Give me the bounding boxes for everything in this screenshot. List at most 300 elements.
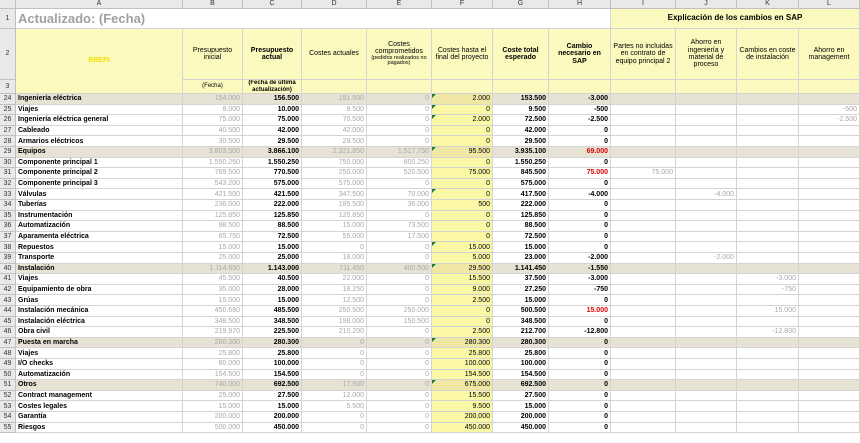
cell-l[interactable] <box>799 306 860 317</box>
cell-l[interactable] <box>799 348 860 359</box>
cell-i[interactable] <box>611 232 676 243</box>
cell-d[interactable]: 750.000 <box>302 158 367 169</box>
cell-j[interactable] <box>676 179 737 190</box>
row-header[interactable]: 54 <box>0 412 16 423</box>
cell-j[interactable] <box>676 285 737 296</box>
cell-g[interactable]: 348.500 <box>493 317 549 328</box>
cell-k[interactable]: -3.000 <box>737 274 799 285</box>
cell-c[interactable]: 10.000 <box>243 105 302 116</box>
sheet-title[interactable]: Actualizado: (Fecha) <box>16 9 611 29</box>
cell-k[interactable] <box>737 189 799 200</box>
row-header[interactable]: 53 <box>0 401 16 412</box>
cell-i[interactable] <box>611 338 676 349</box>
row-header[interactable]: 32 <box>0 179 16 190</box>
row-label[interactable]: Instalación mecánica <box>16 306 183 317</box>
cell-f[interactable]: 500 <box>432 200 493 211</box>
cell-g[interactable]: 212.700 <box>493 327 549 338</box>
row-header[interactable]: 31 <box>0 168 16 179</box>
cell-h[interactable]: 75.000 <box>549 168 611 179</box>
row-header[interactable]: 38 <box>0 242 16 253</box>
cell-b[interactable]: 25.000 <box>183 253 243 264</box>
cell-g[interactable]: 25.800 <box>493 348 549 359</box>
cell-c[interactable]: 29.500 <box>243 136 302 147</box>
cell-e[interactable]: 0 <box>367 115 432 126</box>
cell-b[interactable]: 35.000 <box>183 285 243 296</box>
cell-c[interactable]: 125.850 <box>243 211 302 222</box>
cell-k[interactable] <box>737 94 799 105</box>
row-header[interactable]: 25 <box>0 105 16 116</box>
cell-k[interactable] <box>737 221 799 232</box>
cell-l[interactable] <box>799 401 860 412</box>
cell-l[interactable] <box>799 179 860 190</box>
cell-g[interactable]: 27.500 <box>493 391 549 402</box>
cell-c[interactable]: 154.500 <box>243 370 302 381</box>
cell-l[interactable] <box>799 295 860 306</box>
cell-j[interactable]: -4.000 <box>676 189 737 200</box>
row-label[interactable]: Instalación <box>16 264 183 275</box>
cell-l[interactable] <box>799 253 860 264</box>
cell-h[interactable]: 0 <box>549 380 611 391</box>
cell-d[interactable]: 0 <box>302 412 367 423</box>
cell-e[interactable]: 400.500 <box>367 264 432 275</box>
row-header[interactable]: 34 <box>0 200 16 211</box>
cell-d[interactable]: 18.250 <box>302 285 367 296</box>
row-header[interactable]: 1 <box>0 9 16 29</box>
row-label[interactable]: Viajes <box>16 274 183 285</box>
cell-j[interactable] <box>676 274 737 285</box>
cell-c[interactable]: 1.143.000 <box>243 264 302 275</box>
cell-h[interactable]: -750 <box>549 285 611 296</box>
cell-c[interactable]: 75.000 <box>243 115 302 126</box>
column-header-b[interactable]: B <box>183 0 243 9</box>
cell-l[interactable] <box>799 211 860 222</box>
cell-j[interactable] <box>676 370 737 381</box>
cell-f[interactable]: 0 <box>432 189 493 200</box>
row-header[interactable]: 43 <box>0 295 16 306</box>
cell-g[interactable]: 88.500 <box>493 221 549 232</box>
cell-k[interactable] <box>737 401 799 412</box>
row-header[interactable]: 37 <box>0 232 16 243</box>
row-label[interactable]: Cableado <box>16 126 183 137</box>
cell-h[interactable]: 0 <box>549 401 611 412</box>
cell-b[interactable]: 769.500 <box>183 168 243 179</box>
cell-e[interactable]: 0 <box>367 338 432 349</box>
cell-i[interactable] <box>611 295 676 306</box>
cell-f[interactable]: 2.000 <box>432 94 493 105</box>
cell-j[interactable] <box>676 295 737 306</box>
cell-b[interactable]: 219.970 <box>183 327 243 338</box>
cell-j[interactable]: -2.000 <box>676 253 737 264</box>
cell-f[interactable]: 100.000 <box>432 359 493 370</box>
cell-h[interactable]: 0 <box>549 412 611 423</box>
cell-h[interactable]: 0 <box>549 295 611 306</box>
row-label[interactable]: Equipamiento de obra <box>16 285 183 296</box>
cell-h[interactable]: -4.000 <box>549 189 611 200</box>
cell-g[interactable]: 29.500 <box>493 136 549 147</box>
cell-i[interactable] <box>611 189 676 200</box>
cell-h[interactable]: -2.000 <box>549 253 611 264</box>
cell-b[interactable]: 15.000 <box>183 401 243 412</box>
cell-k[interactable] <box>737 147 799 158</box>
cell-b[interactable]: 3.803.500 <box>183 147 243 158</box>
cell-g[interactable]: 9.500 <box>493 105 549 116</box>
row-label[interactable]: Tuberías <box>16 200 183 211</box>
cell-e[interactable]: 70.000 <box>367 189 432 200</box>
row-header[interactable]: 46 <box>0 327 16 338</box>
cell-i[interactable] <box>611 370 676 381</box>
column-header-j[interactable]: J <box>676 0 737 9</box>
cell-d[interactable]: 0 <box>302 242 367 253</box>
cell-i[interactable] <box>611 412 676 423</box>
cell-d[interactable]: 711.450 <box>302 264 367 275</box>
cell-h[interactable]: 0 <box>549 200 611 211</box>
cell-f[interactable]: 95.500 <box>432 147 493 158</box>
cell-h[interactable]: 69.000 <box>549 147 611 158</box>
cell-g[interactable]: 42.000 <box>493 126 549 137</box>
cell-d[interactable]: 22.000 <box>302 274 367 285</box>
cell-j[interactable] <box>676 115 737 126</box>
cell-c[interactable]: 27.500 <box>243 391 302 402</box>
cell-c[interactable]: 25.800 <box>243 348 302 359</box>
cell-c[interactable]: 88.500 <box>243 221 302 232</box>
cell-h[interactable]: -2.500 <box>549 115 611 126</box>
cell-l[interactable]: -500 <box>799 105 860 116</box>
cell-f[interactable]: 450.000 <box>432 423 493 434</box>
cell-f[interactable]: 154.500 <box>432 370 493 381</box>
cell-b[interactable]: 543.200 <box>183 179 243 190</box>
cell-j[interactable] <box>676 168 737 179</box>
cell-e[interactable]: 0 <box>367 253 432 264</box>
cell-k[interactable] <box>737 158 799 169</box>
cell-h[interactable]: 0 <box>549 370 611 381</box>
cell-f[interactable]: 0 <box>432 126 493 137</box>
row-header[interactable]: 35 <box>0 211 16 222</box>
cell-d[interactable]: 5.500 <box>302 401 367 412</box>
cell-k[interactable] <box>737 423 799 434</box>
cell-l[interactable] <box>799 338 860 349</box>
cell-j[interactable] <box>676 401 737 412</box>
row-label[interactable]: Componente principal 2 <box>16 168 183 179</box>
cell-c[interactable]: 222.000 <box>243 200 302 211</box>
cell-k[interactable] <box>737 317 799 328</box>
cell-k[interactable] <box>737 338 799 349</box>
cell-d[interactable]: 9.500 <box>302 105 367 116</box>
cell-e[interactable]: 0 <box>367 370 432 381</box>
cell-b[interactable]: 348.500 <box>183 317 243 328</box>
cell-d[interactable]: 250.000 <box>302 168 367 179</box>
cell-d[interactable]: 42.000 <box>302 126 367 137</box>
column-header-k[interactable]: K <box>737 0 799 9</box>
row-label[interactable]: I/O checks <box>16 359 183 370</box>
cell-l[interactable] <box>799 380 860 391</box>
cell-e[interactable]: 0 <box>367 423 432 434</box>
cell-j[interactable] <box>676 211 737 222</box>
cell-e[interactable]: 0 <box>367 285 432 296</box>
cell-e[interactable]: 1.517.750 <box>367 147 432 158</box>
cell-h[interactable]: -1.550 <box>549 264 611 275</box>
cell-e[interactable]: 0 <box>367 391 432 402</box>
cell-f[interactable]: 75.000 <box>432 168 493 179</box>
column-header-e[interactable]: E <box>367 0 432 9</box>
cell-k[interactable] <box>737 412 799 423</box>
cell-f[interactable]: 2.000 <box>432 115 493 126</box>
cell-e[interactable]: 0 <box>367 412 432 423</box>
cell-d[interactable]: 12.000 <box>302 391 367 402</box>
cell-c[interactable]: 72.500 <box>243 232 302 243</box>
cell-f[interactable]: 0 <box>432 306 493 317</box>
cell-k[interactable] <box>737 295 799 306</box>
cell-c[interactable]: 15.000 <box>243 295 302 306</box>
cell-j[interactable] <box>676 348 737 359</box>
cell-g[interactable]: 37.500 <box>493 274 549 285</box>
cell-b[interactable]: 75.000 <box>183 115 243 126</box>
cell-c[interactable]: 42.000 <box>243 126 302 137</box>
cell-c[interactable]: 1.550.250 <box>243 158 302 169</box>
cell-f[interactable]: 9.500 <box>432 401 493 412</box>
cell-c[interactable]: 28.000 <box>243 285 302 296</box>
cell-j[interactable] <box>676 380 737 391</box>
cell-j[interactable] <box>676 105 737 116</box>
cell-e[interactable]: 0 <box>367 380 432 391</box>
cell-k[interactable] <box>737 359 799 370</box>
cell-j[interactable] <box>676 306 737 317</box>
cell-e[interactable]: 0 <box>367 242 432 253</box>
row-label[interactable]: Costes legales <box>16 401 183 412</box>
row-label[interactable]: Automatización <box>16 221 183 232</box>
row-label[interactable]: Instrumentación <box>16 211 183 222</box>
cell-b[interactable]: 125.850 <box>183 211 243 222</box>
row-label[interactable]: Viajes <box>16 348 183 359</box>
cell-j[interactable] <box>676 423 737 434</box>
cell-c[interactable]: 225.500 <box>243 327 302 338</box>
cell-f[interactable]: 15.000 <box>432 242 493 253</box>
cell-j[interactable] <box>676 359 737 370</box>
cell-i[interactable] <box>611 401 676 412</box>
row-label[interactable]: Obra civil <box>16 327 183 338</box>
cell-g[interactable]: 845.500 <box>493 168 549 179</box>
cell-h[interactable]: 0 <box>549 391 611 402</box>
row-header[interactable]: 41 <box>0 274 16 285</box>
cell-d[interactable]: 17.500 <box>302 380 367 391</box>
row-label[interactable]: Componente principal 1 <box>16 158 183 169</box>
cell-c[interactable]: 15.000 <box>243 242 302 253</box>
row-label[interactable]: Equipos <box>16 147 183 158</box>
cell-h[interactable]: -3.000 <box>549 94 611 105</box>
cell-j[interactable] <box>676 232 737 243</box>
row-label[interactable]: Repuestos <box>16 242 183 253</box>
cell-f[interactable]: 0 <box>432 136 493 147</box>
cell-f[interactable]: 25.800 <box>432 348 493 359</box>
cell-l[interactable] <box>799 242 860 253</box>
cell-c[interactable]: 40.500 <box>243 274 302 285</box>
cell-i[interactable] <box>611 105 676 116</box>
cell-h[interactable]: 0 <box>549 338 611 349</box>
cell-b[interactable]: 25.800 <box>183 348 243 359</box>
cell-h[interactable]: 0 <box>549 136 611 147</box>
cell-k[interactable] <box>737 370 799 381</box>
cell-h[interactable]: 0 <box>549 179 611 190</box>
cell-k[interactable] <box>737 348 799 359</box>
cell-g[interactable]: 153.500 <box>493 94 549 105</box>
cell-l[interactable] <box>799 327 860 338</box>
row-header[interactable]: 33 <box>0 189 16 200</box>
cell-c[interactable]: 450.000 <box>243 423 302 434</box>
cell-i[interactable] <box>611 211 676 222</box>
row-header[interactable]: 45 <box>0 317 16 328</box>
cell-l[interactable] <box>799 391 860 402</box>
cell-i[interactable] <box>611 306 676 317</box>
cell-k[interactable] <box>737 264 799 275</box>
cell-k[interactable] <box>737 380 799 391</box>
row-header[interactable]: 51 <box>0 380 16 391</box>
cell-b[interactable]: 421.500 <box>183 189 243 200</box>
cell-d[interactable]: 575.000 <box>302 179 367 190</box>
cell-e[interactable]: 0 <box>367 295 432 306</box>
row-label[interactable]: Contract management <box>16 391 183 402</box>
cell-d[interactable]: 151.500 <box>302 94 367 105</box>
cell-e[interactable]: 0 <box>367 274 432 285</box>
cell-i[interactable] <box>611 359 676 370</box>
cell-c[interactable]: 421.500 <box>243 189 302 200</box>
cell-b[interactable]: 500.000 <box>183 423 243 434</box>
cell-f[interactable]: 15.500 <box>432 274 493 285</box>
cell-l[interactable] <box>799 423 860 434</box>
cell-d[interactable]: 125.850 <box>302 211 367 222</box>
cell-i[interactable] <box>611 391 676 402</box>
cell-c[interactable]: 280.300 <box>243 338 302 349</box>
cell-b[interactable]: 200.000 <box>183 412 243 423</box>
cell-i[interactable] <box>611 317 676 328</box>
cell-f[interactable]: 9.000 <box>432 285 493 296</box>
cell-e[interactable]: 0 <box>367 126 432 137</box>
cell-j[interactable] <box>676 338 737 349</box>
cell-e[interactable]: 36.000 <box>367 200 432 211</box>
cell-i[interactable] <box>611 200 676 211</box>
row-header[interactable]: 44 <box>0 306 16 317</box>
cell-k[interactable] <box>737 211 799 222</box>
cell-j[interactable] <box>676 94 737 105</box>
cell-g[interactable]: 15.000 <box>493 401 549 412</box>
row-header[interactable]: 50 <box>0 370 16 381</box>
cell-d[interactable]: 0 <box>302 370 367 381</box>
cell-j[interactable] <box>676 147 737 158</box>
cell-l[interactable] <box>799 359 860 370</box>
column-header-c[interactable]: C <box>243 0 302 9</box>
cell-k[interactable]: -12.800 <box>737 327 799 338</box>
row-header[interactable]: 28 <box>0 136 16 147</box>
row-label[interactable]: Automatización <box>16 370 183 381</box>
cell-e[interactable]: 73.500 <box>367 221 432 232</box>
cell-c[interactable]: 200.000 <box>243 412 302 423</box>
cell-c[interactable]: 25.000 <box>243 253 302 264</box>
row-header[interactable]: 36 <box>0 221 16 232</box>
cell-h[interactable]: 0 <box>549 317 611 328</box>
cell-f[interactable]: 5.000 <box>432 253 493 264</box>
cell-f[interactable]: 0 <box>432 179 493 190</box>
cell-h[interactable]: 0 <box>549 423 611 434</box>
cell-l[interactable] <box>799 136 860 147</box>
row-label[interactable]: Ingeniería eléctrica <box>16 94 183 105</box>
cell-d[interactable]: 0 <box>302 348 367 359</box>
row-label[interactable]: Armarios eléctricos <box>16 136 183 147</box>
cell-f[interactable]: 0 <box>432 105 493 116</box>
cell-l[interactable] <box>799 264 860 275</box>
row-label[interactable]: Otros <box>16 380 183 391</box>
cell-b[interactable]: 15.000 <box>183 242 243 253</box>
cell-l[interactable] <box>799 274 860 285</box>
cell-d[interactable]: 347.500 <box>302 189 367 200</box>
cell-c[interactable]: 348.500 <box>243 317 302 328</box>
cell-e[interactable]: 17.500 <box>367 232 432 243</box>
cell-d[interactable]: 185.500 <box>302 200 367 211</box>
row-label[interactable]: Instalación eléctrica <box>16 317 183 328</box>
row-header[interactable]: 47 <box>0 338 16 349</box>
row-header[interactable]: 39 <box>0 253 16 264</box>
cell-i[interactable] <box>611 423 676 434</box>
cell-g[interactable]: 575.000 <box>493 179 549 190</box>
cell-i[interactable] <box>611 274 676 285</box>
cell-f[interactable]: 200.000 <box>432 412 493 423</box>
row-label[interactable]: Componente principal 3 <box>16 179 183 190</box>
column-header-d[interactable]: D <box>302 0 367 9</box>
row-header[interactable]: 24 <box>0 94 16 105</box>
cell-h[interactable]: 0 <box>549 126 611 137</box>
cell-f[interactable]: 0 <box>432 232 493 243</box>
cell-l[interactable] <box>799 221 860 232</box>
cell-d[interactable]: 70.500 <box>302 115 367 126</box>
cell-i[interactable] <box>611 264 676 275</box>
cell-f[interactable]: 675.000 <box>432 380 493 391</box>
cell-l[interactable] <box>799 285 860 296</box>
cell-h[interactable]: -12.800 <box>549 327 611 338</box>
cell-c[interactable]: 156.500 <box>243 94 302 105</box>
cell-b[interactable]: 260.300 <box>183 338 243 349</box>
row-header[interactable]: 2 <box>0 29 16 80</box>
cell-b[interactable]: 154.000 <box>183 94 243 105</box>
cell-b[interactable]: 236.000 <box>183 200 243 211</box>
cell-i[interactable] <box>611 285 676 296</box>
cell-d[interactable]: 55.000 <box>302 232 367 243</box>
cell-j[interactable] <box>676 136 737 147</box>
cell-f[interactable]: 0 <box>432 158 493 169</box>
cell-c[interactable]: 100.000 <box>243 359 302 370</box>
cell-j[interactable] <box>676 412 737 423</box>
brepi-label[interactable]: BREPI <box>16 29 183 94</box>
cell-k[interactable] <box>737 179 799 190</box>
cell-d[interactable]: 0 <box>302 338 367 349</box>
cell-l[interactable] <box>799 189 860 200</box>
cell-d[interactable]: 2.321.850 <box>302 147 367 158</box>
cell-i[interactable] <box>611 179 676 190</box>
column-header-h[interactable]: H <box>549 0 611 9</box>
cell-k[interactable] <box>737 242 799 253</box>
row-header[interactable]: 42 <box>0 285 16 296</box>
cell-g[interactable]: 417.500 <box>493 189 549 200</box>
cell-b[interactable]: 8.000 <box>183 105 243 116</box>
cell-j[interactable] <box>676 242 737 253</box>
cell-h[interactable]: 0 <box>549 232 611 243</box>
cell-c[interactable]: 485.500 <box>243 306 302 317</box>
cell-g[interactable]: 450.000 <box>493 423 549 434</box>
cell-b[interactable]: 1.114.650 <box>183 264 243 275</box>
cell-i[interactable] <box>611 158 676 169</box>
cell-h[interactable]: 0 <box>549 211 611 222</box>
cell-g[interactable]: 27.250 <box>493 285 549 296</box>
cell-g[interactable]: 125.850 <box>493 211 549 222</box>
cell-f[interactable]: 280.300 <box>432 338 493 349</box>
cell-e[interactable]: 0 <box>367 348 432 359</box>
cell-k[interactable] <box>737 126 799 137</box>
